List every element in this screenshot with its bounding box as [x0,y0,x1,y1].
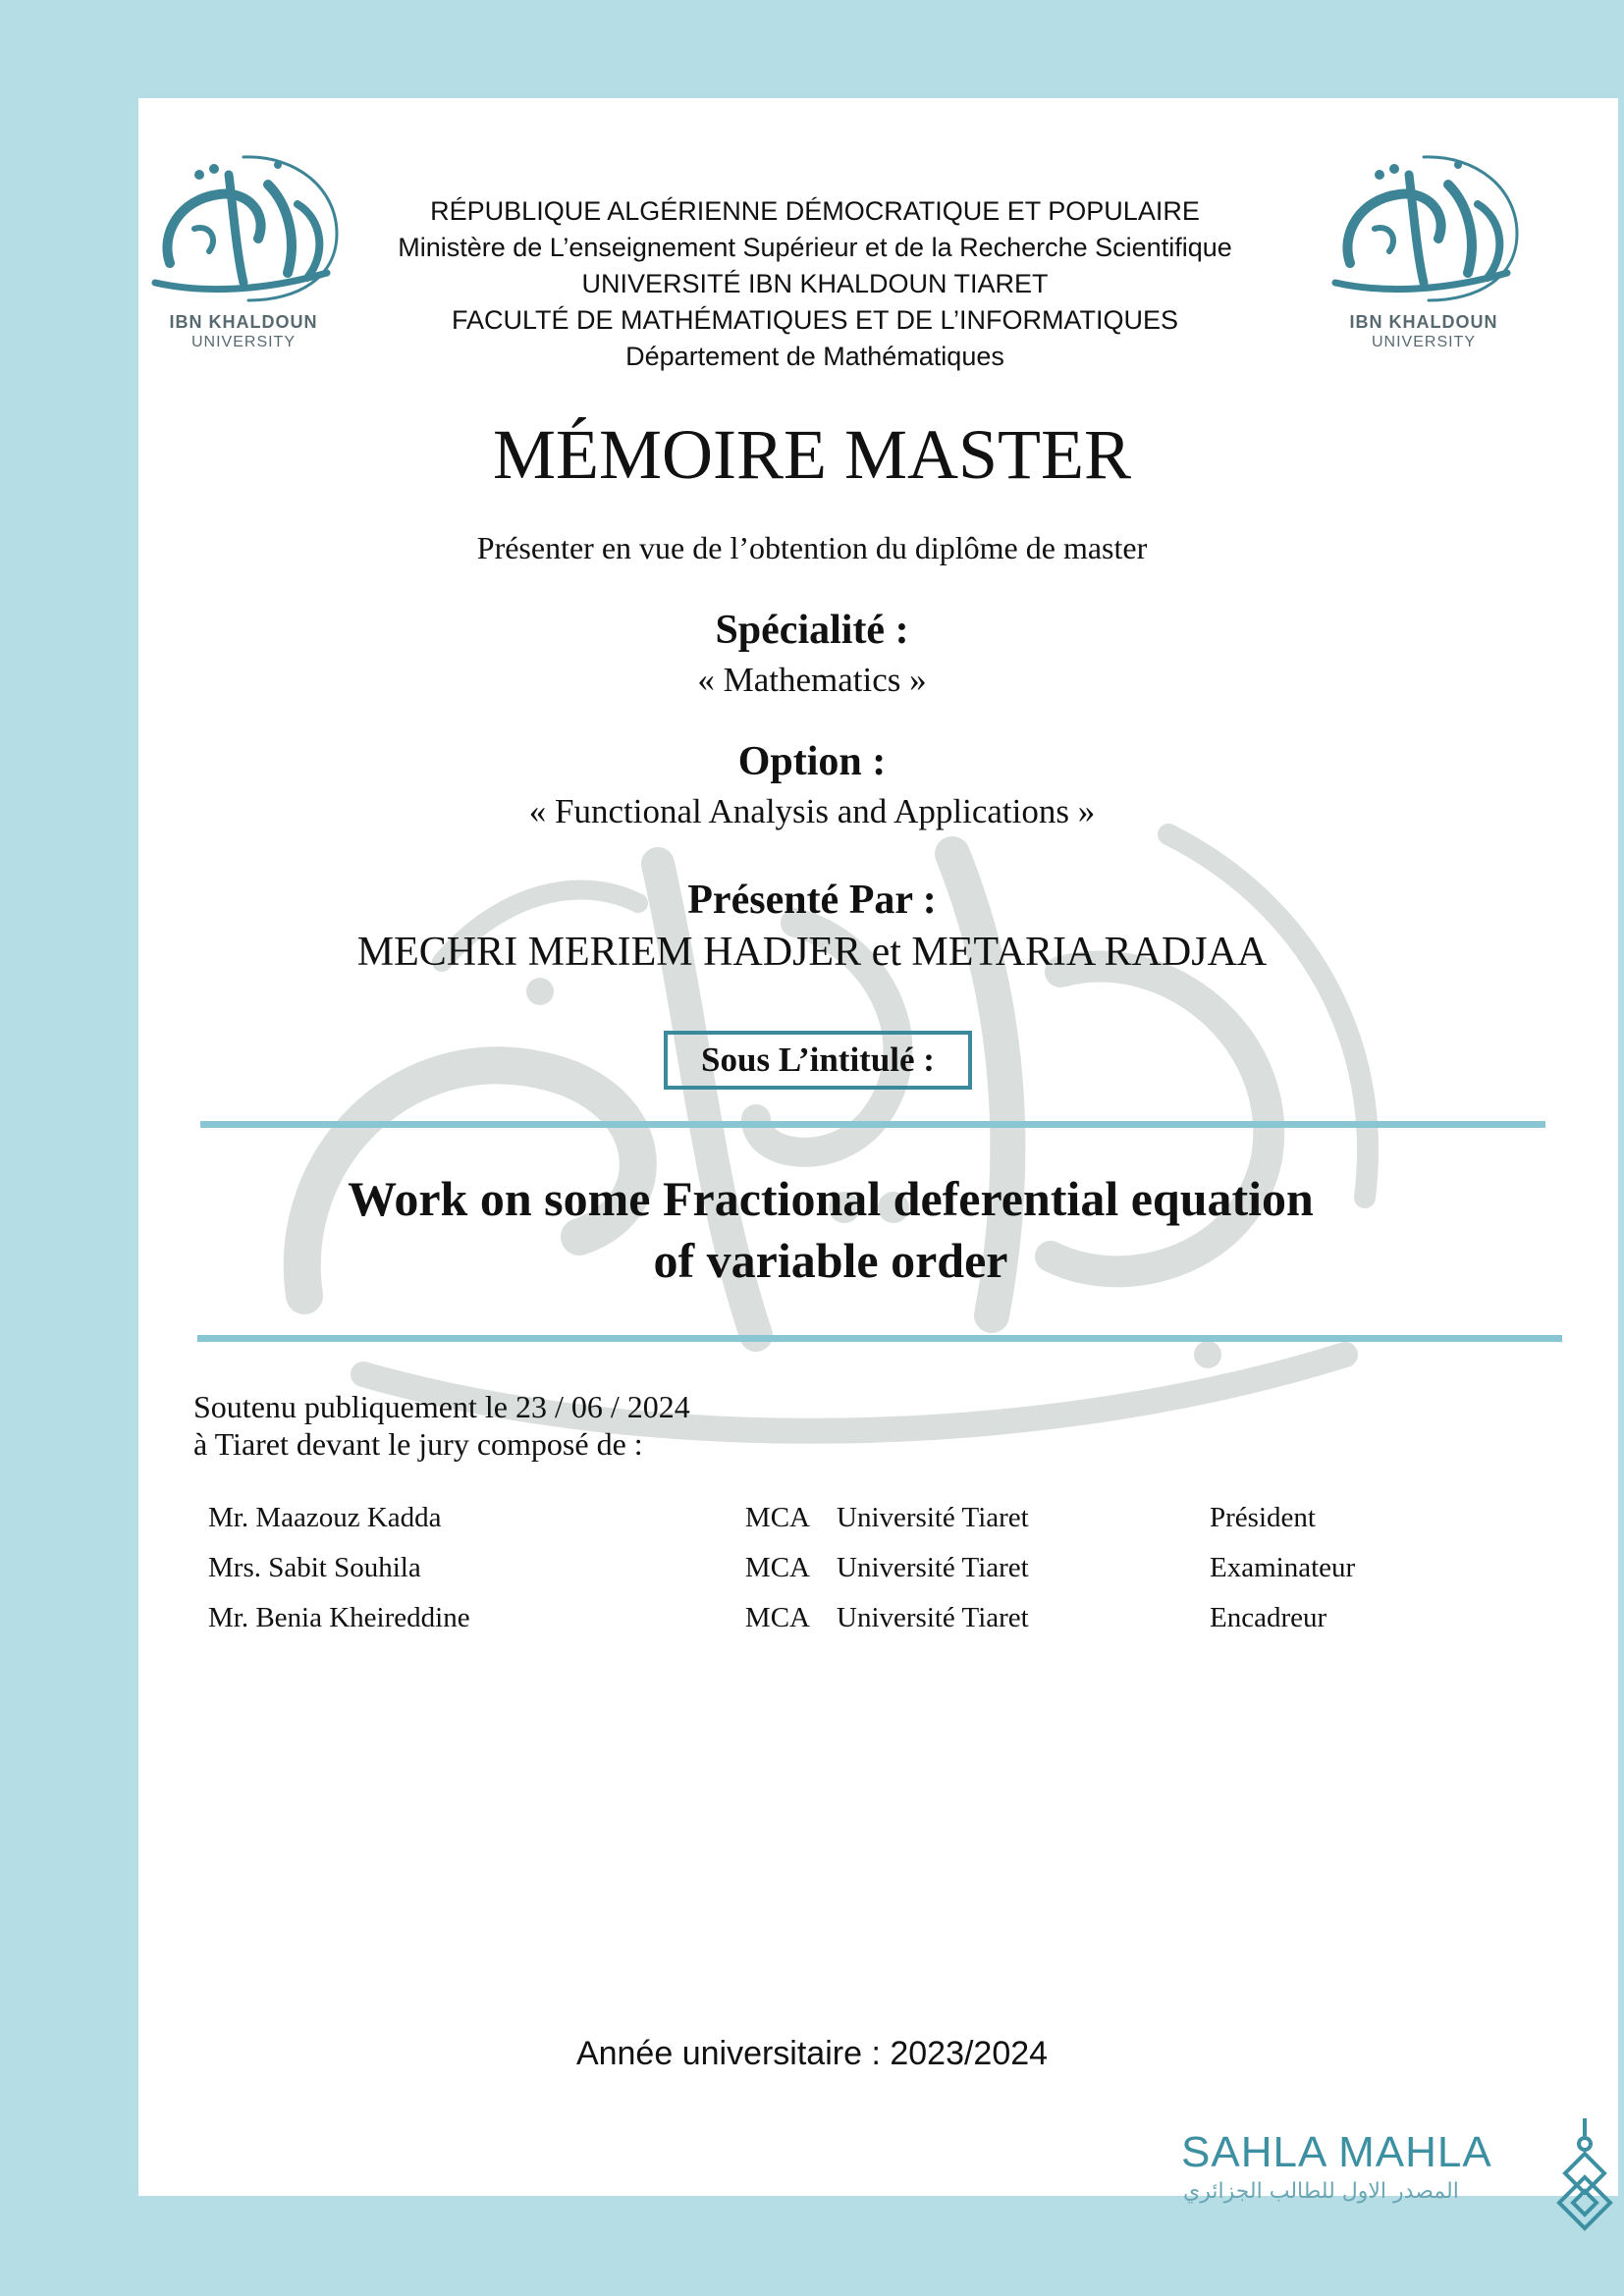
calligraphy-watermark-image [245,746,1443,1492]
option-label: Option : [737,739,887,784]
thesis-title-line2: of variable order [653,1233,1008,1288]
intitule-box: Sous L’intitulé : [664,1031,972,1090]
sahla-mahla-tagline: المصدر الاول للطالب الجزائري [1183,2179,1459,2204]
rule-top [200,1121,1545,1128]
jury-grade: MCA [744,1502,810,1533]
sahla-mahla-logo [1178,2128,1620,2236]
option-value: « Functional Analysis and Applications » [528,792,1096,830]
document-subtitle: Présenter en vue de l’obtention du diplôme de master [476,530,1148,565]
header-faculty: FACULTÉ DE MATHÉMATIQUES ET DE L’INFORMATIQUES [451,305,1179,335]
jury-name: Mr. Benia Kheireddine [208,1602,470,1633]
jury-role: Président [1210,1502,1316,1533]
thesis-title-line1: Work on some Fractional deferential equation [348,1171,1314,1226]
jury-name: Mr. Maazouz Kadda [208,1502,442,1533]
calligraphy-logo-icon [1321,145,1527,307]
jury-row [0,1548,1624,1587]
frame-top-band [138,0,1624,98]
jury-row [0,1498,1624,1537]
header-ministry: Ministère de L’enseignement Supérieur et de la Recherche Scientifique [398,233,1232,262]
logo-left-caption-line1: IBN KHALDOUN [169,312,318,332]
jury-name: Mrs. Sabit Souhila [208,1552,421,1583]
jury-university: Université Tiaret [837,1552,1029,1583]
jury-grade: MCA [744,1602,810,1633]
academic-year: Année universitaire : 2023/2024 [575,2035,1049,2072]
university-logo-right [1321,145,1527,356]
header-republic: RÉPUBLIQUE ALGÉRIENNE DÉMOCRATIQUE ET POPULAIRE [430,196,1200,226]
authors-names: MECHRI MERIEM HADJER et METARIA RADJAA [356,930,1268,975]
university-logo-left [140,145,347,356]
specialite-value: « Mathematics » [697,661,927,699]
sahla-emblem-icon [1551,2114,1618,2232]
sahla-mahla-name: SAHLA MAHLA [1181,2128,1492,2176]
calligraphy-logo-icon [140,145,347,307]
logo-right-caption-line2: UNIVERSITY [1371,334,1476,350]
jury-row [0,1598,1624,1637]
header-department: Département de Mathématiques [625,342,1004,371]
logo-left-caption-line2: UNIVERSITY [190,334,296,350]
frame-right-band [1618,98,1624,2196]
document-title: MÉMOIRE MASTER [492,415,1132,494]
rule-bottom [197,1335,1562,1342]
frame-left-band [0,0,138,2296]
header-university: UNIVERSITÉ IBN KHALDOUN TIARET [581,269,1049,298]
logo-right-caption-line1: IBN KHALDOUN [1349,312,1498,332]
jury-grade: MCA [744,1552,810,1583]
jury-university: Université Tiaret [837,1502,1029,1533]
presente-label: Présenté Par : [687,878,937,923]
defense-date: Soutenu publiquement le 23 / 06 / 2024 [193,1389,690,1424]
defense-jury-intro: à Tiaret devant le jury composé de : [193,1426,643,1462]
jury-role: Encadreur [1210,1602,1327,1633]
jury-university: Université Tiaret [837,1602,1029,1633]
specialite-label: Spécialité : [715,608,909,653]
jury-role: Examinateur [1210,1552,1356,1583]
